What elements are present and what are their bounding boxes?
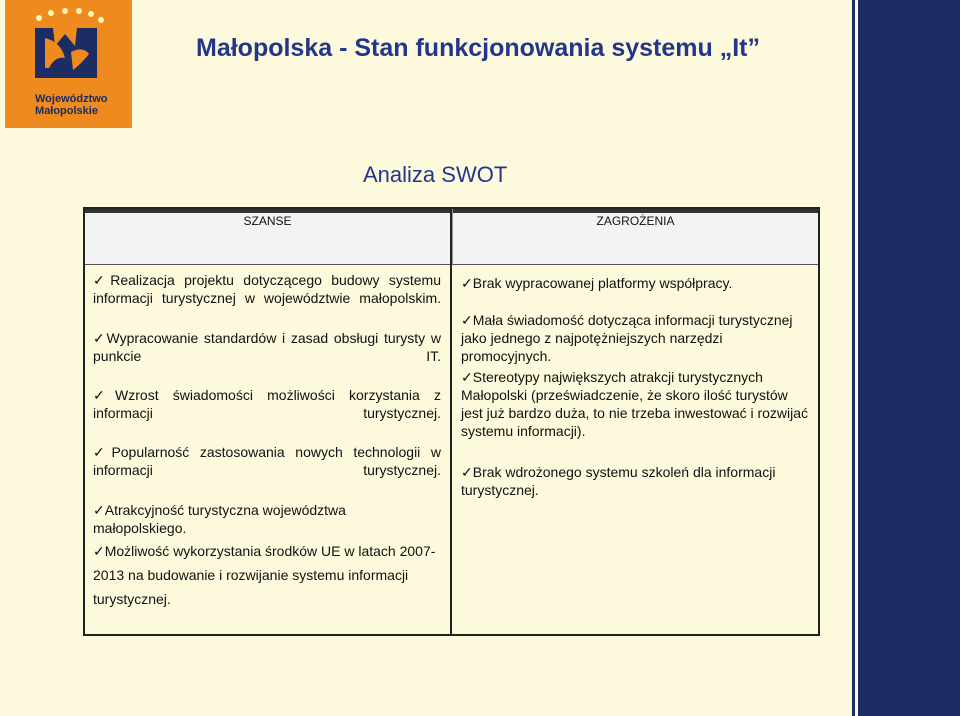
checkmark-icon: ✓ bbox=[461, 312, 473, 328]
decorative-band bbox=[858, 0, 960, 716]
opportunities-header bbox=[85, 209, 450, 265]
logo-line-2: Małopolskie bbox=[35, 105, 98, 117]
threat-item bbox=[461, 311, 811, 365]
threat-item bbox=[461, 368, 811, 440]
opportunities-header-label: SZANSE bbox=[243, 214, 292, 228]
opportunity-item bbox=[93, 329, 441, 365]
threat-text: Brak wdrożonego systemu szkoleń dla informacji turystycznej. bbox=[461, 464, 776, 498]
checkmark-icon: ✓ bbox=[93, 272, 111, 288]
threat-text: Brak wypracowanej platformy współpracy. bbox=[472, 275, 733, 291]
threat-text: Mała świadomość dotycząca informacji turystycznej jako jednego z najpotężniejszych narzędzi promocyjnych. bbox=[461, 312, 793, 364]
opportunity-text: Atrakcyjność turystyczna województwa małopolskiego. bbox=[93, 502, 346, 536]
checkmark-icon: ✓ bbox=[93, 502, 105, 518]
checkmark-icon: ✓ bbox=[93, 387, 116, 403]
threats-header bbox=[452, 209, 818, 265]
logo bbox=[5, 0, 132, 128]
opportunity-item bbox=[93, 271, 441, 307]
opportunity-text: Możliwość wykorzystania środków UE w latach 2007-2013 na budowanie i rozwijanie systemu informacji turystycznej. bbox=[93, 543, 436, 607]
header-strip bbox=[453, 209, 818, 213]
opportunity-item bbox=[93, 539, 441, 611]
checkmark-icon: ✓ bbox=[93, 543, 105, 559]
page-title: Małopolska - Stan funkcjonowania systemu „It” bbox=[196, 34, 760, 62]
opportunity-text: Wzrost świadomości możliwości korzystania z informacji turystycznej. bbox=[93, 387, 442, 421]
opportunity-text: Wypracowanie standardów i zasad obsługi turysty w punkcie IT. bbox=[93, 330, 441, 364]
swot-table bbox=[83, 207, 820, 636]
column-divider bbox=[450, 209, 452, 634]
opportunity-item bbox=[93, 386, 441, 422]
logo-wordmark bbox=[35, 93, 125, 117]
malopolska-crown-logo-icon bbox=[31, 8, 111, 88]
opportunity-text: Realizacja projektu dotyczącego budowy systemu informacji turystycznej w województwie małopolskim. bbox=[93, 272, 442, 306]
checkmark-icon: ✓ bbox=[461, 275, 473, 291]
threat-text: Stereotypy największych atrakcji turystycznych Małopolski (przeświadczenie, że skoro ilość turystów jest już bardzo duża, to nie trzeba inwestować i rozwijać systemu informacji). bbox=[461, 369, 809, 439]
opportunity-item bbox=[93, 443, 441, 479]
checkmark-icon: ✓ bbox=[461, 369, 473, 385]
checkmark-icon: ✓ bbox=[461, 464, 473, 480]
opportunity-text: Popularność zastosowania nowych technologii w informacji turystycznej. bbox=[93, 444, 441, 478]
checkmark-icon: ✓ bbox=[93, 330, 107, 346]
checkmark-icon: ✓ bbox=[93, 444, 112, 460]
header-strip bbox=[85, 209, 450, 213]
logo-line-1: Województwo bbox=[35, 93, 108, 105]
swot-title: Analiza SWOT bbox=[363, 162, 508, 187]
opportunity-item bbox=[93, 501, 441, 537]
threats-header-label: ZAGROŻENIA bbox=[596, 214, 675, 228]
threat-item bbox=[461, 463, 811, 499]
decorative-band-thin bbox=[852, 0, 855, 716]
threat-item bbox=[461, 274, 811, 292]
